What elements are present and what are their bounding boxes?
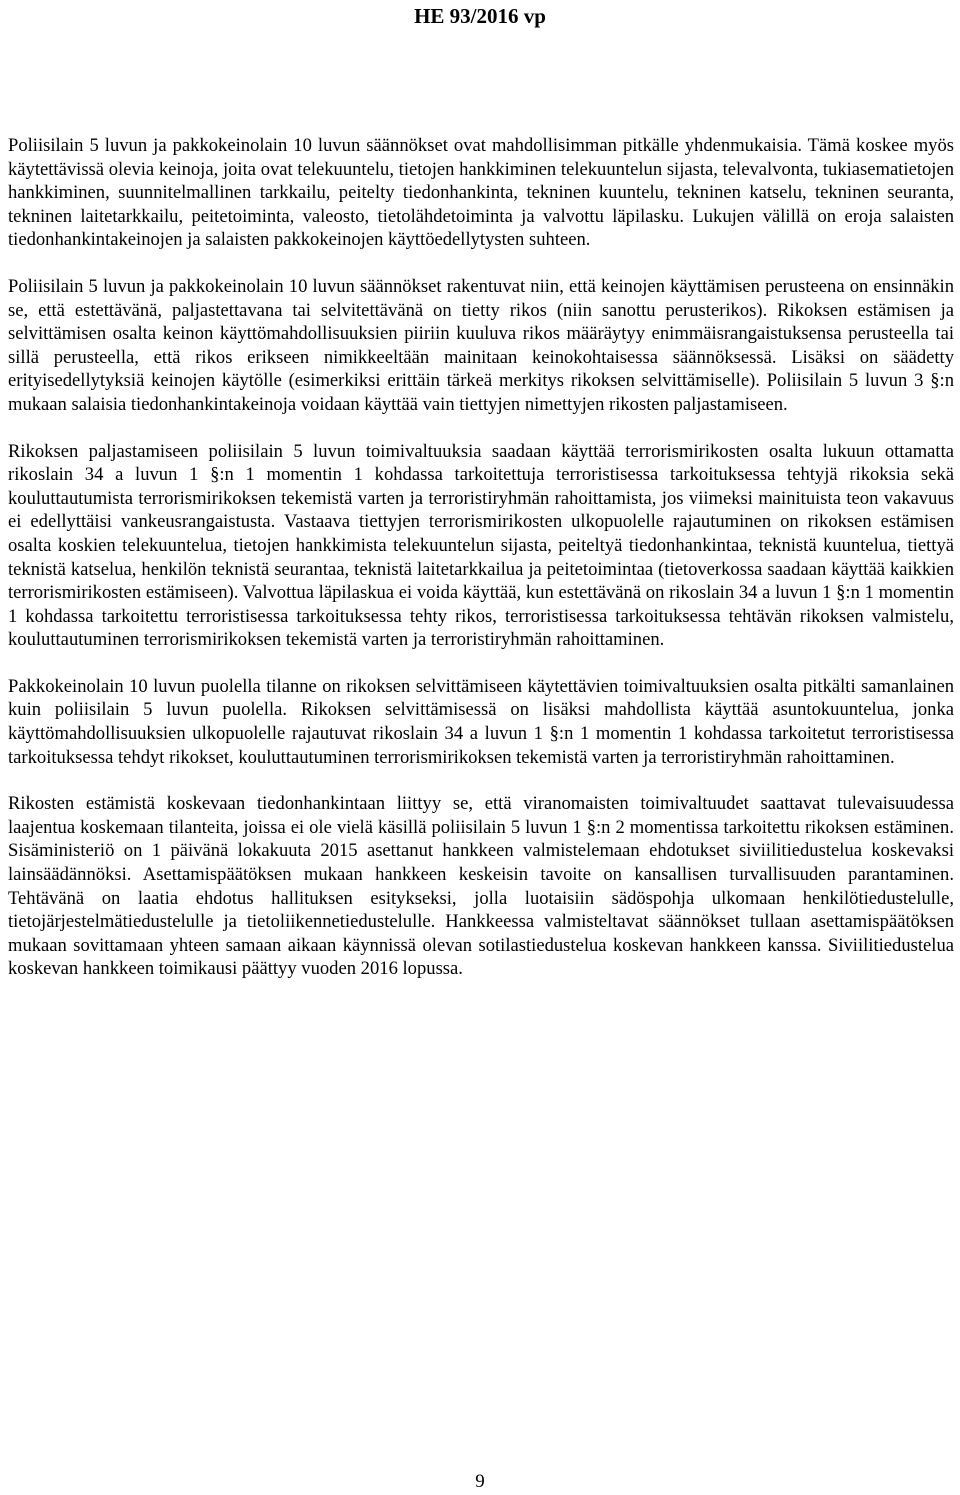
document-body xyxy=(8,134,954,1004)
body-paragraph-2: Poliisilain 5 luvun ja pakkokeinolain 10 luvun säännökset rakentuvat niin, että keinojen käyttämisen perusteena on ensinnäkin se, että estettävänä, paljastettavana tai selvitettävänä on tietty rikos (niin sanottu perusterikos). Rikoksen estämisen ja selvittämisen osalta keinon käyttömahdollisuuksien piiriin kuuluva rikos määräytyy enimmäisrangaistuksensa perusteella tai sillä perusteella, että rikos erikseen nimikkeeltään mainitaan keinokohtaisessa säännöksessä. Lisäksi on säädetty erityisedellytyksiä keinojen käytölle (esimerkiksi erittäin tärkeä merkitys rikoksen selvittämiselle). Poliisilain 5 luvun 3 §:n mukaan salaisia tiedonhankintakeinoja voidaan käyttää vain tiettyjen nimettyjen rikosten paljastamiseen. xyxy=(8,275,954,415)
body-paragraph-5: Rikosten estämistä koskevaan tiedonhankintaan liittyy se, että viranomaisten toimivaltuudet saattavat tulevaisuudessa laajentua koskemaan tilanteita, joissa ei ole vielä käsillä poliisilain 5 luvun 1 §:n 2 momentissa tarkoitettu rikoksen estäminen. Sisäministeriö on 1 päivänä lokakuuta 2015 asettanut hankkeen valmistelemaan ehdotukset siviilitiedustelua koskevaksi lainsäädännöksi. Asettamispäätöksen mukaan hankkeen keskeisin tavoite on kansallisen turvallisuuden parantaminen. Tehtävänä on laatia ehdotus hallituksen esitykseksi, jolla luotaisiin sädöspohja ulkomaan henkilötiedustelulle, tietojärjestelmätiedustelulle ja tietoliikennetiedustelulle. Hankkeessa valmisteltavat säännökset tullaan asettamispäätöksen mukaan sovittamaan yhteen samaan aikaan käynnissä olevan sotilastiedustelua koskevan hankkeen kanssa. Siviilitiedustelua koskevan hankkeen toimikausi päättyy vuoden 2016 lopussa. xyxy=(8,793,954,980)
body-paragraph-4: Pakkokeinolain 10 luvun puolella tilanne on rikoksen selvittämiseen käytettävien toimivaltuuksien osalta pitkälti samanlainen kuin poliisilain 5 luvun puolella. Rikoksen selvittämisessä on lisäksi mahdollista käyttää asuntokuuntelua, jonka käyttömahdollisuuksien ulkopuolelle rajautuvat rikoslain 34 a luvun 1 §:n 1 momentin 1 kohdassa tarkoitetut terroristisessa tarkoituksessa tehdyt rikokset, kouluttautuminen terrorismirikoksen tekemistä varten ja terroristiryhmän rahoittaminen. xyxy=(8,675,954,768)
document-header xyxy=(0,2,960,30)
document-id: HE 93/2016 vp xyxy=(414,4,546,28)
page-number: 9 xyxy=(475,1471,485,1492)
body-paragraph-3: Rikoksen paljastamiseen poliisilain 5 luvun toimivaltuuksia saadaan käyttää terrorismirikosten osalta lukuun ottamatta rikoslain 34 a luvun 1 §:n 1 momentin 1 kohdassa tarkoitettuja terroristisessa tarkoituksessa tehtyjä rikoksia sekä kouluttautumista terrorismirikoksen tekemistä varten ja terroristiryhmän rahoittamista, jos viimeksi mainituista teon vakavuus ei edellyttäisi vankeusrangaistusta. Vastaava tiettyjen terrorismirikosten ulkopuolelle rajautuminen on rikoksen estämisen osalta koskien telekuuntelua, tietojen hankkimista telekuuntelun sijasta, peiteltyä tiedonhankintaa, teknistä kuuntelua, tiettyä teknistä katselua, henkilön teknistä seurantaa, teknistä laitetarkkailua ja peitetoimintaa (tietoverkossa saadaan käyttää kaikkien terrorismirikosten estämiseen). Valvottua läpilaskua ei voida käyttää, kun estettävänä on rikoslain 34 a luvun 1 §:n 1 momentin 1 kohdassa tarkoitettu terroristisessa tarkoituksessa tehty rikos, terroristisessa tarkoituksessa tehtävän rikoksen valmistelu, kouluttautuminen terrorismirikoksen tekemistä varten ja terroristiryhmän rahoittaminen. xyxy=(8,440,954,651)
body-paragraph-1: Poliisilain 5 luvun ja pakkokeinolain 10 luvun säännökset ovat mahdollisimman pitkälle yhdenmukaisia. Tämä koskee myös käytettävissä olevia keinoja, joita ovat telekuuntelu, tietojen hankkiminen telekuuntelun sijasta, televalvonta, tukiasematietojen hankkiminen, suunnitelmallinen tarkkailu, peitelty tiedonhankinta, tekninen kuuntelu, tekninen katselu, tekninen seuranta, tekninen laitetarkkailu, peitetoiminta, valeosto, tietolähdetoiminta ja valvottu läpilasku. Lukujen välillä on eroja salaisten tiedonhankintakeinojen ja salaisten pakkokeinojen käyttöedellytysten suhteen. xyxy=(8,135,954,251)
